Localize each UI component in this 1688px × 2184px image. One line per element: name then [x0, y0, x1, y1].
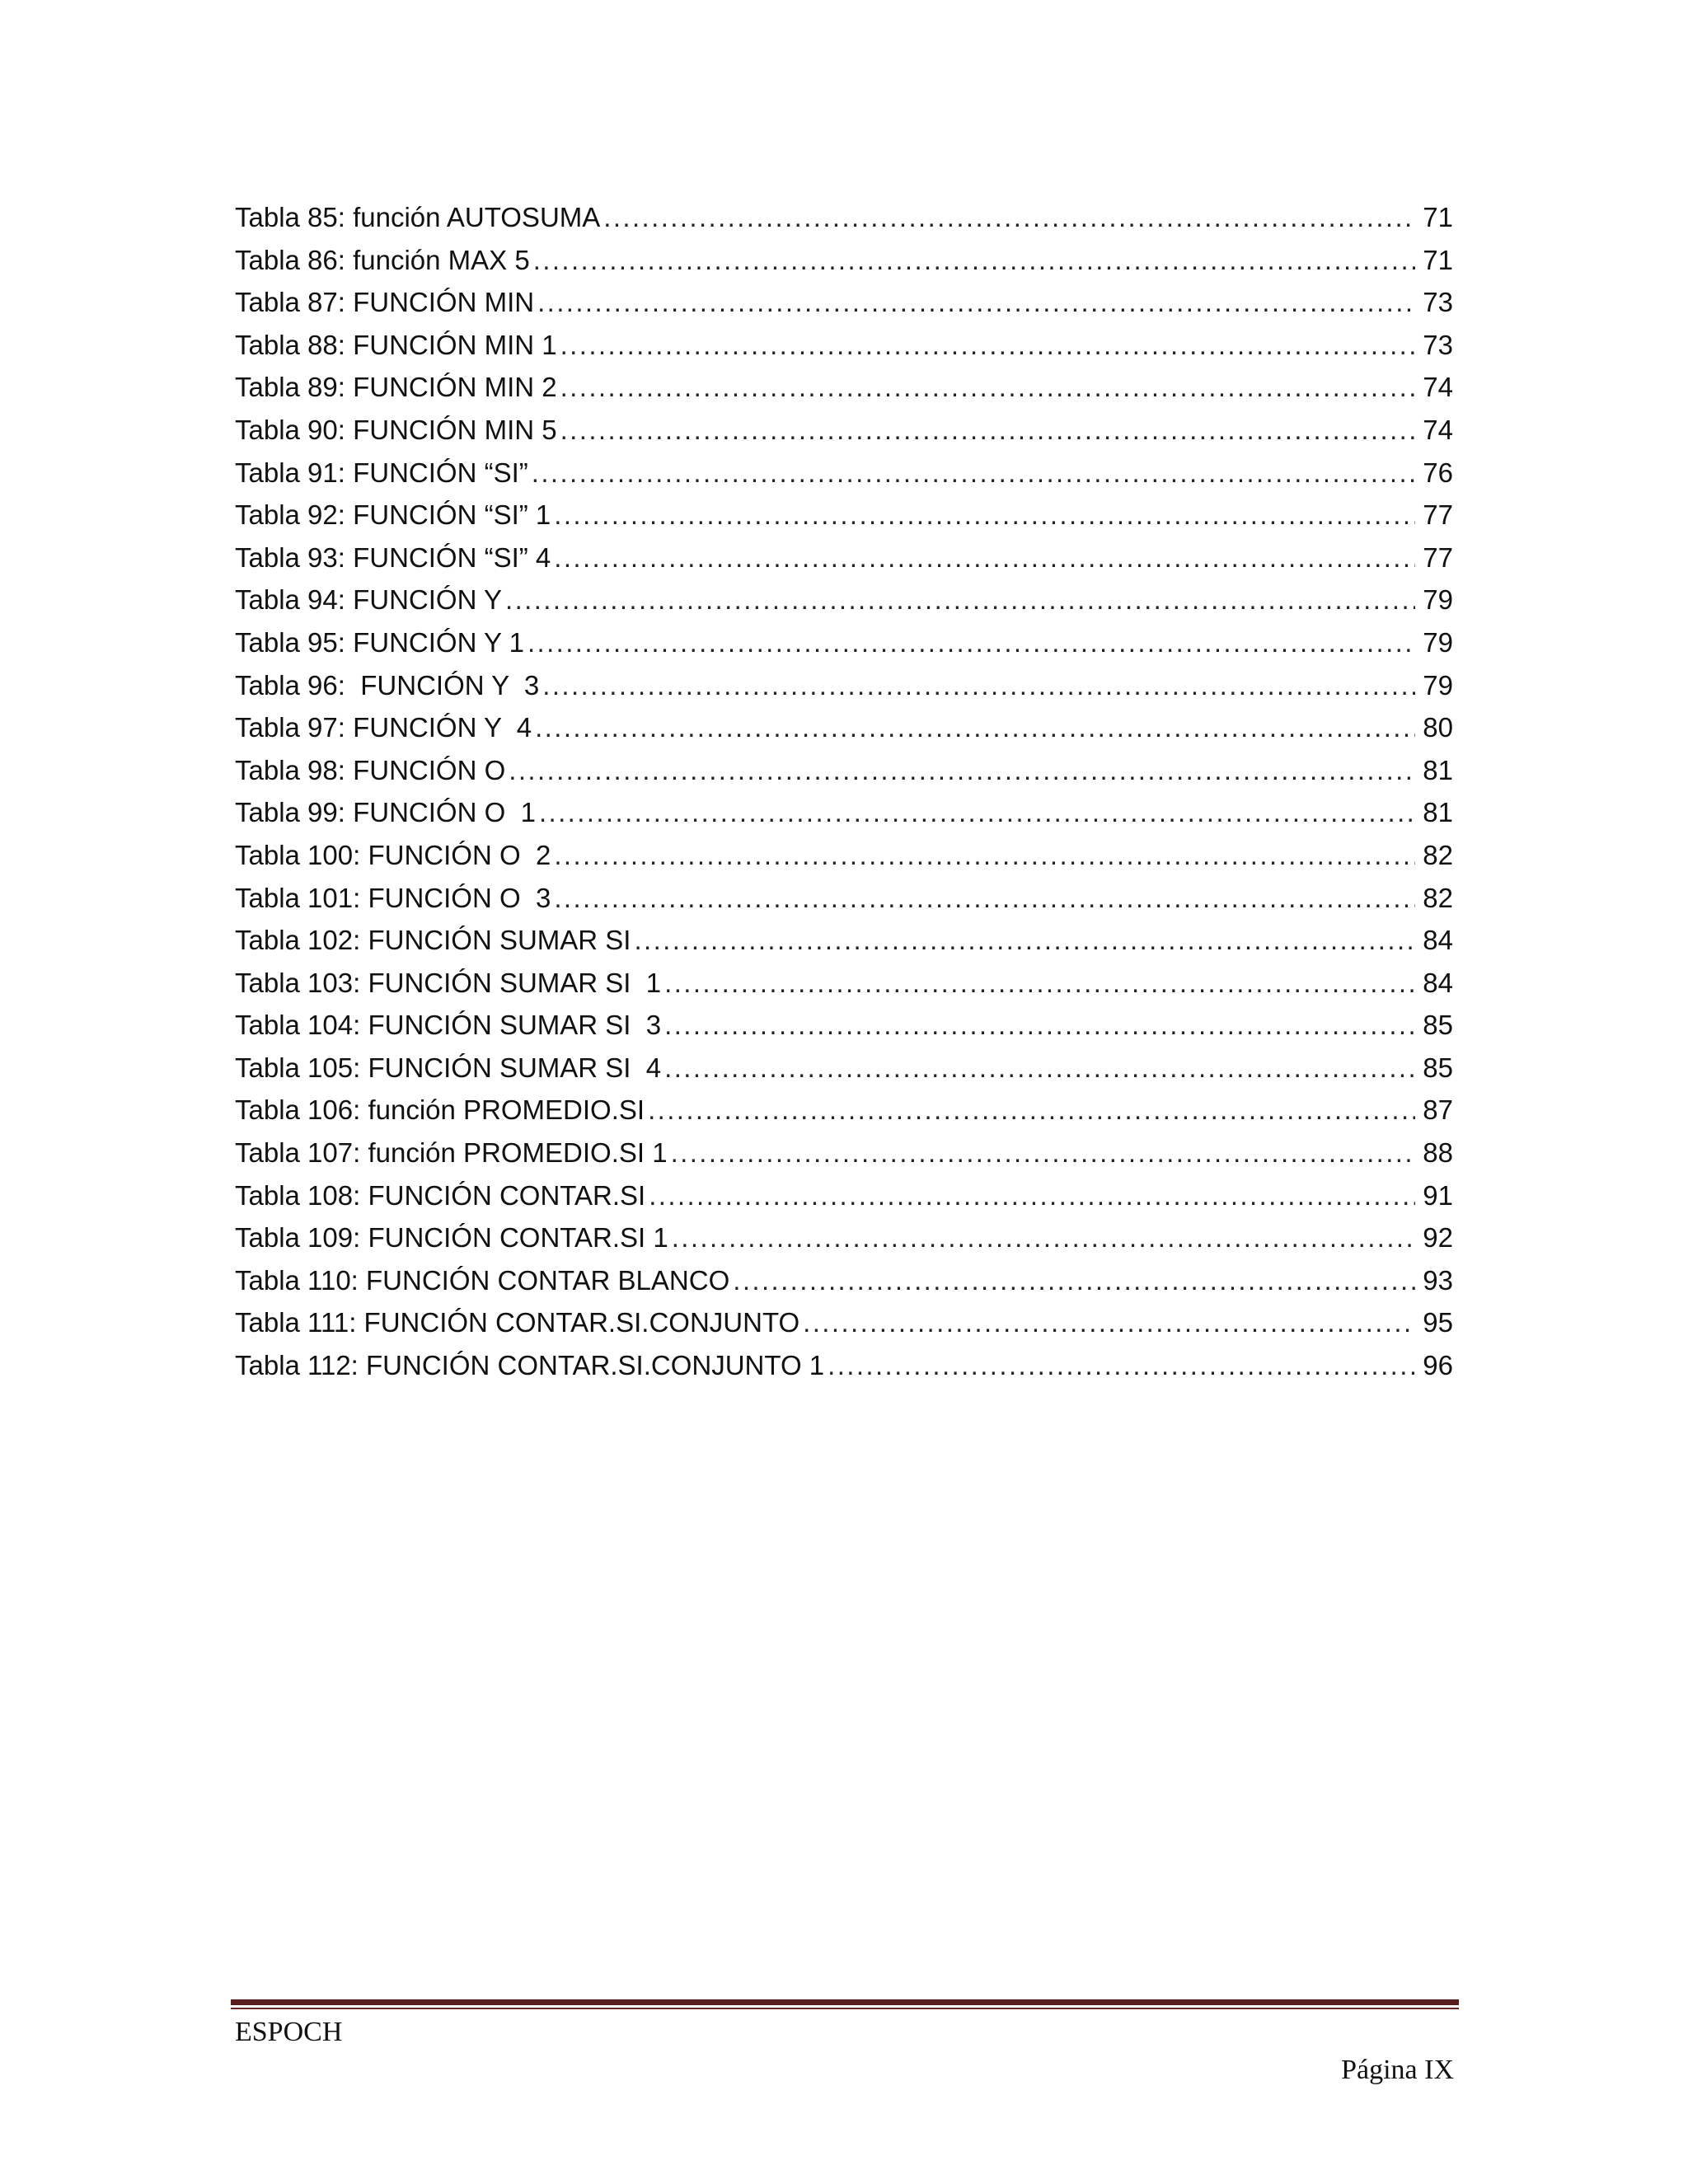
toc-entry-page: 77 [1423, 499, 1453, 531]
toc-entry-page: 82 [1423, 839, 1453, 870]
toc-entry-label: Tabla 89: FUNCIÓN MIN 2 [235, 372, 557, 403]
toc-entry-page: 95 [1423, 1307, 1453, 1338]
toc-entry-label: Tabla 97: FUNCIÓN Y 4 [235, 712, 532, 743]
toc-entry[interactable] [235, 791, 1453, 834]
toc-leader-dots [554, 494, 1415, 537]
toc-entry[interactable] [235, 452, 1453, 494]
toc-entry[interactable] [235, 749, 1453, 792]
toc-entry-label: Tabla 111: FUNCIÓN CONTAR.SI.CONJUNTO [235, 1307, 800, 1338]
toc-leader-dots [664, 962, 1415, 1005]
toc-entry-label: Tabla 108: FUNCIÓN CONTAR.SI [235, 1179, 646, 1211]
toc-entry-label: Tabla 94: FUNCIÓN Y [235, 584, 503, 616]
toc-entry-page: 84 [1423, 967, 1453, 998]
toc-entry[interactable] [235, 919, 1453, 962]
toc-leader-dots [505, 579, 1415, 621]
toc-entry-label: Tabla 85: función AUTOSUMA [235, 202, 601, 232]
toc-entry-page: 76 [1423, 457, 1453, 488]
toc-entry[interactable] [235, 537, 1453, 579]
toc-entry-page: 85 [1423, 1052, 1453, 1083]
toc-leader-dots [803, 1301, 1415, 1344]
toc-entry-label: Tabla 87: FUNCIÓN MIN [235, 287, 535, 318]
toc-entry-label: Tabla 103: FUNCIÓN SUMAR SI 1 [235, 967, 662, 998]
toc-entry-page: 71 [1423, 244, 1453, 275]
toc-entry[interactable] [235, 706, 1453, 749]
toc-entry-label: Tabla 102: FUNCIÓN SUMAR SI [235, 925, 631, 956]
toc-entry[interactable] [235, 1047, 1453, 1090]
table-of-contents [235, 196, 1453, 1387]
toc-leader-dots [560, 324, 1415, 367]
toc-leader-dots [542, 664, 1415, 707]
toc-entry[interactable] [235, 494, 1453, 537]
toc-entry-page: 74 [1423, 372, 1453, 403]
toc-entry-label: Tabla 96: FUNCIÓN Y 3 [235, 669, 540, 701]
toc-entry-label: Tabla 95: FUNCIÓN Y 1 [235, 626, 524, 658]
toc-entry[interactable] [235, 1089, 1453, 1132]
toc-entry-label: Tabla 93: FUNCIÓN “SI” 4 [235, 541, 551, 573]
toc-entry[interactable] [235, 1004, 1453, 1047]
toc-leader-dots [535, 706, 1415, 749]
footer-divider-thin [231, 2008, 1459, 2009]
toc-leader-dots [603, 196, 1415, 239]
toc-entry[interactable] [235, 834, 1453, 877]
toc-entry[interactable] [235, 877, 1453, 920]
toc-leader-dots [672, 1216, 1415, 1259]
toc-entry-page: 80 [1423, 712, 1453, 743]
toc-entry[interactable] [235, 962, 1453, 1005]
toc-leader-dots [648, 1089, 1415, 1132]
toc-leader-dots [533, 239, 1415, 282]
toc-entry-label: Tabla 109: FUNCIÓN CONTAR.SI 1 [235, 1222, 668, 1254]
footer-page-number: Página IX [1341, 2055, 1454, 2085]
toc-entry-label: Tabla 106: función PROMEDIO.SI [235, 1094, 645, 1126]
toc-entry-page: 79 [1423, 584, 1453, 616]
toc-leader-dots [537, 281, 1415, 324]
toc-entry-page: 73 [1423, 329, 1453, 360]
toc-entry[interactable] [235, 621, 1453, 664]
toc-leader-dots [532, 452, 1415, 494]
toc-leader-dots [509, 749, 1415, 792]
toc-leader-dots [554, 834, 1415, 877]
toc-leader-dots [528, 621, 1415, 664]
toc-entry[interactable] [235, 1301, 1453, 1344]
toc-entry[interactable] [235, 1344, 1453, 1387]
footer-divider-thick [231, 1999, 1459, 2005]
toc-entry[interactable] [235, 239, 1453, 282]
toc-entry-page: 82 [1423, 882, 1453, 913]
footer-institution: ESPOCH [235, 2017, 343, 2047]
toc-leader-dots [539, 791, 1415, 834]
toc-entry-page: 87 [1423, 1094, 1453, 1126]
toc-entry-label: Tabla 86: función MAX 5 [235, 244, 530, 275]
toc-entry-label: Tabla 101: FUNCIÓN O 3 [235, 882, 551, 913]
toc-entry-page: 74 [1423, 414, 1453, 445]
toc-entry[interactable] [235, 196, 1453, 239]
toc-entry[interactable] [235, 1132, 1453, 1174]
toc-entry[interactable] [235, 664, 1453, 707]
toc-entry-page: 91 [1423, 1179, 1453, 1211]
toc-leader-dots [828, 1344, 1415, 1387]
toc-entry-page: 93 [1423, 1264, 1453, 1296]
toc-entry-page: 81 [1423, 754, 1453, 785]
toc-entry[interactable] [235, 1174, 1453, 1217]
toc-leader-dots [554, 877, 1415, 920]
toc-entry-label: Tabla 99: FUNCIÓN O 1 [235, 797, 536, 828]
toc-leader-dots [560, 409, 1415, 452]
toc-entry-page: 85 [1423, 1010, 1453, 1041]
toc-leader-dots [733, 1259, 1415, 1302]
toc-entry-label: Tabla 88: FUNCIÓN MIN 1 [235, 329, 557, 360]
toc-leader-dots [554, 537, 1415, 579]
toc-entry[interactable] [235, 1259, 1453, 1302]
toc-entry[interactable] [235, 409, 1453, 452]
toc-entry-label: Tabla 91: FUNCIÓN “SI” [235, 457, 528, 488]
toc-entry-label: Tabla 112: FUNCIÓN CONTAR.SI.CONJUNTO 1 [235, 1350, 825, 1381]
toc-leader-dots [671, 1132, 1415, 1174]
toc-entry[interactable] [235, 366, 1453, 409]
toc-entry-label: Tabla 100: FUNCIÓN O 2 [235, 839, 551, 870]
toc-entry-page: 79 [1423, 669, 1453, 701]
toc-entry-page: 79 [1423, 626, 1453, 658]
toc-entry[interactable] [235, 281, 1453, 324]
toc-entry-page: 84 [1423, 925, 1453, 956]
toc-entry[interactable] [235, 324, 1453, 367]
toc-entry-label: Tabla 98: FUNCIÓN O [235, 754, 506, 785]
toc-entry-label: Tabla 90: FUNCIÓN MIN 5 [235, 414, 557, 445]
toc-entry-page: 96 [1423, 1350, 1453, 1381]
toc-entry[interactable] [235, 579, 1453, 621]
toc-entry-page: 73 [1423, 287, 1453, 318]
toc-entry-label: Tabla 110: FUNCIÓN CONTAR BLANCO [235, 1264, 730, 1296]
toc-entry[interactable] [235, 1216, 1453, 1259]
toc-entry-label: Tabla 104: FUNCIÓN SUMAR SI 3 [235, 1010, 662, 1041]
toc-entry-label: Tabla 107: función PROMEDIO.SI 1 [235, 1137, 668, 1169]
toc-leader-dots [560, 366, 1415, 409]
footer-divider [231, 1999, 1459, 2011]
toc-entry-label: Tabla 105: FUNCIÓN SUMAR SI 4 [235, 1052, 662, 1083]
toc-entry-page: 77 [1423, 541, 1453, 573]
toc-leader-dots [664, 1004, 1415, 1047]
toc-leader-dots [649, 1174, 1415, 1217]
toc-leader-dots [664, 1047, 1415, 1090]
toc-entry-page: 71 [1423, 202, 1453, 232]
toc-entry-page: 81 [1423, 797, 1453, 828]
toc-entry-page: 92 [1423, 1222, 1453, 1254]
toc-entry-page: 88 [1423, 1137, 1453, 1169]
toc-leader-dots [634, 919, 1415, 962]
toc-entry-label: Tabla 92: FUNCIÓN “SI” 1 [235, 499, 551, 531]
